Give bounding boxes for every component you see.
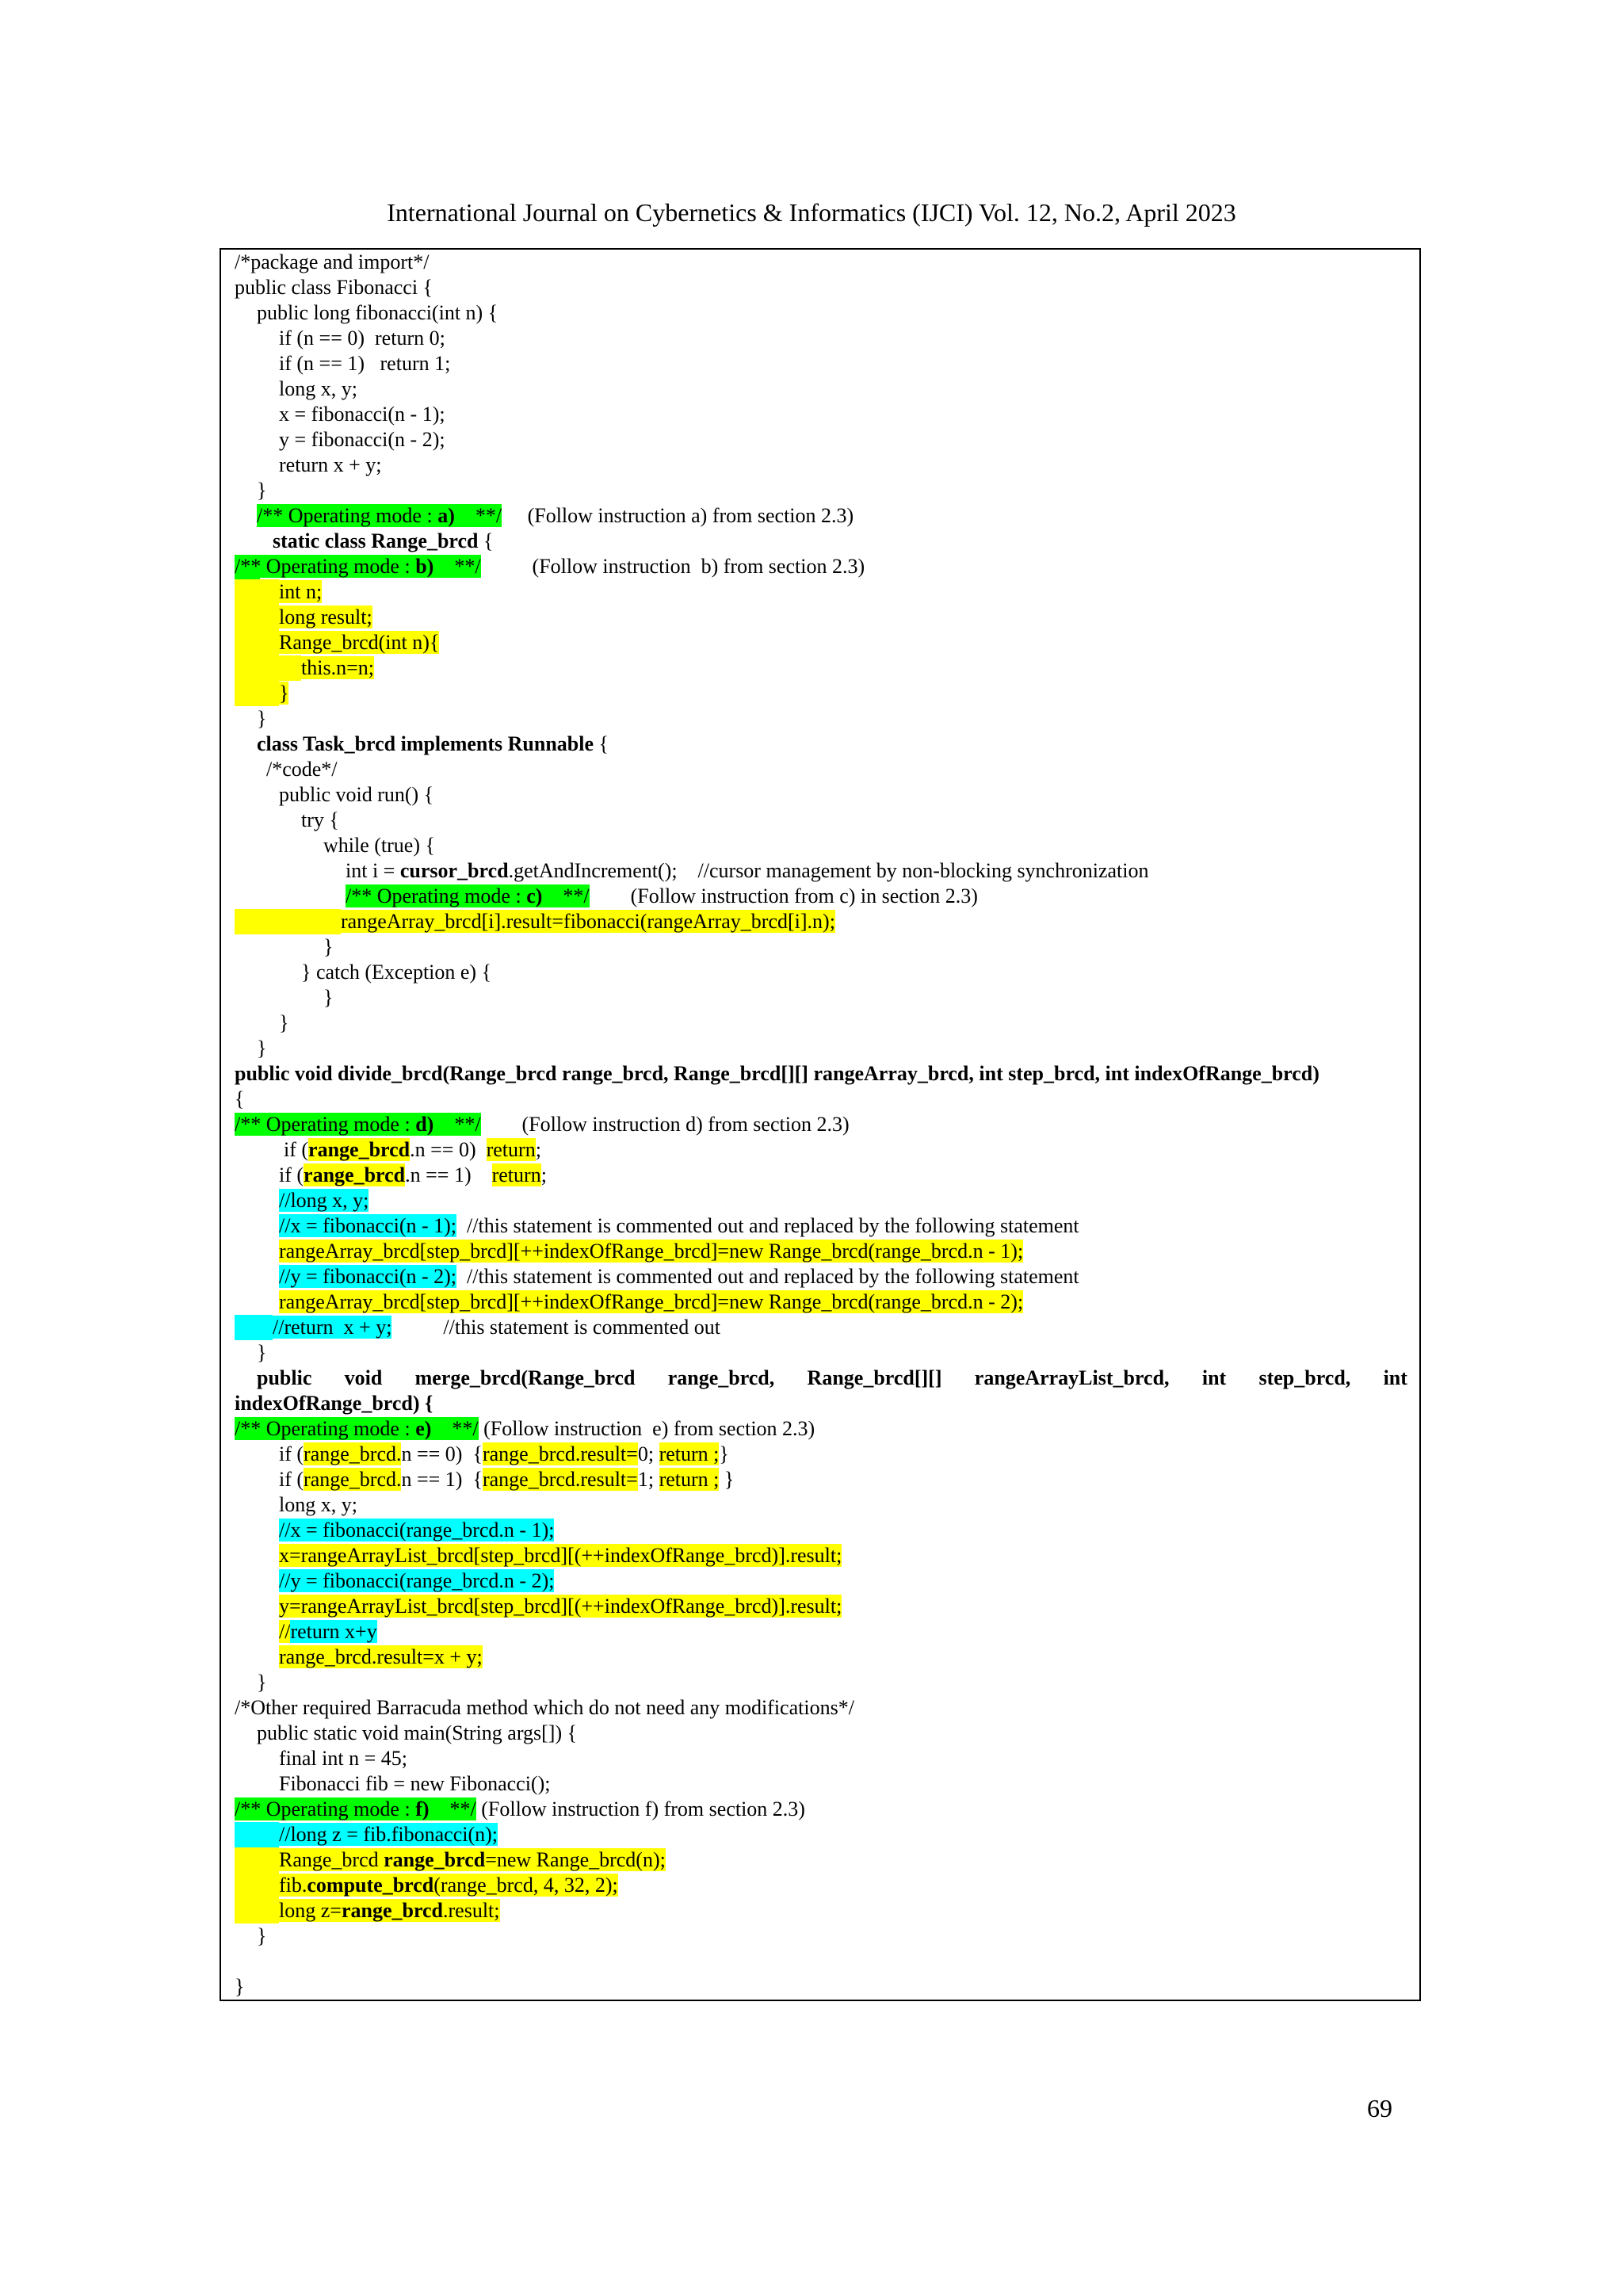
code-line: range_brcd.result=x + y; [279,1645,483,1668]
code-line-mode-d: /** Operating mode : d) **/ (Follow instruction d) from section 2.3) [235,1113,850,1136]
code-line: //y = fibonacci(n - 2); //this statement is commented out and replaced by the following statement [279,1265,1079,1288]
code-line: } [257,707,267,730]
code-line: while (true) { [323,834,435,857]
code-line: if (range_brcd.n == 1) return; [279,1163,547,1186]
code-line: } [323,986,334,1009]
code-line-divide-signature: public void divide_brcd(Range_brcd range_brcd, Range_brcd[][] rangeArray_brcd, int step_brcd, int indexOfRange_brcd) [235,1062,1319,1085]
code-line: this.n=n; [301,656,374,679]
code-line: Range_brcd(int n){ [279,631,440,654]
code-line: rangeArray_brcd[step_brcd][++indexOfRange_brcd]=new Range_brcd(range_brcd.n - 2); [279,1290,1024,1313]
code-line: } [235,1975,245,1998]
code-line: } [257,1671,267,1694]
code-line: Fibonacci fib = new Fibonacci(); [279,1772,551,1795]
page-number: 69 [1367,2094,1392,2122]
code-line: final int n = 45; [279,1747,407,1770]
code-line: rangeArray_brcd[i].result=fibonacci(rangeArray_brcd[i].n); [341,910,835,933]
code-line: } [257,1924,267,1947]
code-line: if (n == 1) return 1; [279,352,451,375]
code-line: y = fibonacci(n - 2); [279,428,445,451]
code-line: } [257,1037,267,1060]
code-line: public static void main(String args[]) { [257,1721,578,1744]
highlight-bar [235,1847,279,1873]
code-line: long z=range_brcd.result; [279,1899,500,1922]
highlight-bar [235,1822,279,1847]
code-line-mode-b: /** Operating mode : b) **/ (Follow instruction b) from section 2.3) [235,555,865,578]
code-line: //x = fibonacci(n - 1); //this statement is commented out and replaced by the following statement [279,1214,1079,1237]
code-line-merge-signature: public void merge_brcd(Range_brcd range_brcd, Range_brcd[][] rangeArrayList_brcd, int step_brcd, int [257,1366,1407,1389]
code-listing [220,248,1421,2001]
code-line: /*package and import*/ [235,250,430,273]
code-line-mode-f: /** Operating mode : f) **/ (Follow instruction f) from section 2.3) [235,1797,805,1820]
code-line-mode-c: /** Operating mode : c) **/ (Follow instruction from c) in section 2.3) [346,884,978,907]
code-line: x = fibonacci(n - 1); [279,403,445,426]
code-line: } [257,479,267,502]
code-line: int i = cursor_brcd.getAndIncrement(); //cursor management by non-blocking synchronization [346,859,1149,882]
code-line: //y = fibonacci(range_brcd.n - 2); [279,1569,555,1592]
code-line: Range_brcd range_brcd=new Range_brcd(n); [279,1848,666,1871]
code-line: if (n == 0) return 0; [279,327,445,350]
journal-header: International Journal on Cybernetics & Informatics (IJCI) Vol. 12, No.2, April 2023 [387,198,1236,227]
code-line: //x = fibonacci(range_brcd.n - 1); [279,1519,555,1541]
code-line: if (range_brcd.n == 0) {range_brcd.result=0; return ;} [279,1442,729,1465]
highlight-bar [235,681,279,706]
code-line: fib.compute_brcd(range_brcd, 4, 32, 2); [279,1874,618,1897]
code-line-mode-a: /** Operating mode : a) **/ (Follow instruction a) from section 2.3) [257,504,854,527]
code-line: if (range_brcd.n == 1) {range_brcd.result=1; return ; } [279,1468,735,1491]
code-line: static class Range_brcd { [273,529,494,552]
code-line: } catch (Exception e) { [301,961,492,984]
code-line: class Task_brcd implements Runnable { [257,732,609,755]
code-line: int n; [279,580,323,603]
code-line: /*code*/ [266,758,338,781]
code-line: long x, y; [279,377,357,400]
code-line: public void run() { [279,783,434,806]
code-line: //return x+y [279,1620,377,1643]
code-line: try { [301,808,339,831]
highlight-bar [235,1873,279,1898]
highlight-bar [235,630,279,655]
code-line: //long x, y; [279,1189,369,1212]
code-line-mode-e: /** Operating mode : e) **/ (Follow instruction e) from section 2.3) [235,1417,815,1440]
code-line: indexOfRange_brcd) { [235,1392,433,1415]
code-line: } [279,1011,289,1034]
highlight-bar [235,1315,273,1340]
highlight-bar [235,655,301,681]
highlight-bar [235,909,341,934]
code-line: y=rangeArrayList_brcd[step_brcd][(++indexOfRange_brcd)].result; [279,1595,842,1618]
code-line: public class Fibonacci { [235,276,433,299]
code-line: { [235,1087,245,1110]
code-line: /*Other required Barracuda method which do not need any modifications*/ [235,1696,854,1719]
code-line: if (range_brcd.n == 0) return; [284,1138,541,1161]
code-line: public long fibonacci(int n) { [257,301,498,324]
highlight-bar [235,605,279,630]
highlight-bar [235,579,279,605]
code-line: } [323,935,334,958]
code-line: //long z = fib.fibonacci(n); [279,1823,498,1846]
code-line: x=rangeArrayList_brcd[step_brcd][(++indexOfRange_brcd)].result; [279,1544,842,1567]
code-line: rangeArray_brcd[step_brcd][++indexOfRange_brcd]=new Range_brcd(range_brcd.n - 1); [279,1240,1024,1263]
highlight-bar [235,1898,279,1924]
code-line: long result; [279,606,372,628]
code-line: //return x + y; //this statement is commented out [273,1316,720,1339]
code-line: long x, y; [279,1493,357,1516]
code-line: } [279,682,289,705]
code-line: } [257,1341,267,1364]
code-line: return x + y; [279,453,382,476]
